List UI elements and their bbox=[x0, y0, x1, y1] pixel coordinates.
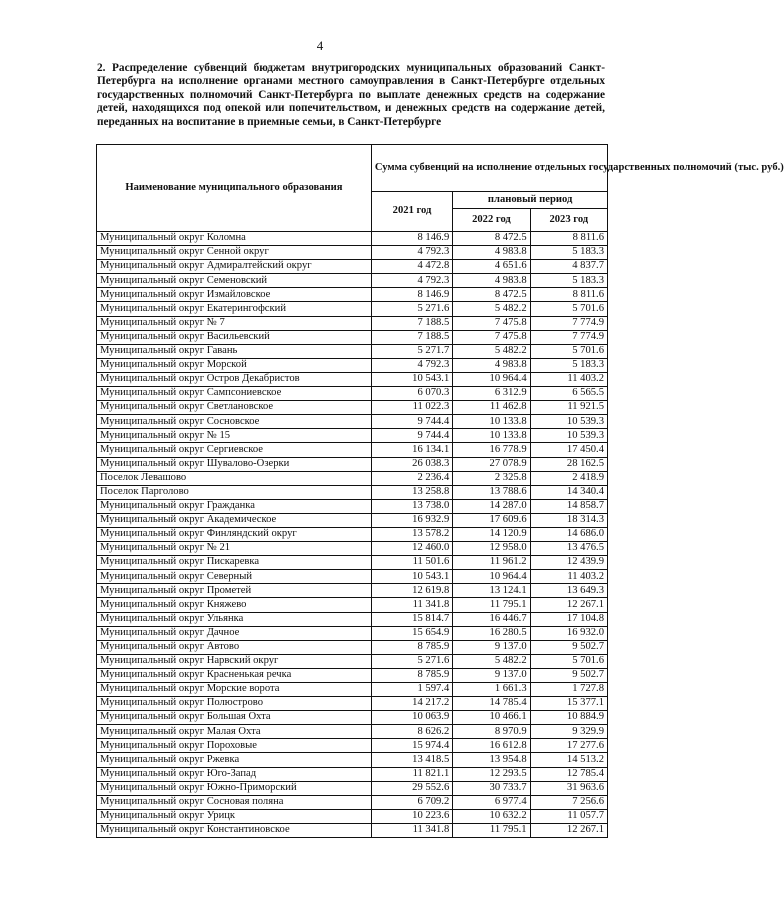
municipality-name-cell: Муниципальный округ Сосновая поляна bbox=[97, 795, 372, 809]
value-2021-cell: 1 597.4 bbox=[371, 683, 452, 697]
table-row bbox=[97, 697, 608, 711]
table-row bbox=[97, 358, 608, 372]
value-2023-cell: 9 329.9 bbox=[530, 725, 607, 739]
value-2021-cell: 15 974.4 bbox=[371, 739, 452, 753]
value-2021-cell: 5 271.6 bbox=[371, 302, 452, 316]
value-2022-cell: 4 983.8 bbox=[453, 246, 530, 260]
value-2022-cell: 17 609.6 bbox=[453, 513, 530, 527]
value-2021-cell: 11 501.6 bbox=[371, 556, 452, 570]
value-2023-cell: 16 932.0 bbox=[530, 626, 607, 640]
table-row bbox=[97, 654, 608, 668]
value-2021-cell: 15 654.9 bbox=[371, 626, 452, 640]
value-2023-cell: 12 785.4 bbox=[530, 767, 607, 781]
value-2022-cell: 27 078.9 bbox=[453, 457, 530, 471]
value-2023-cell: 12 267.1 bbox=[530, 823, 607, 837]
table-row bbox=[97, 316, 608, 330]
value-2021-cell: 10 543.1 bbox=[371, 570, 452, 584]
table-row bbox=[97, 795, 608, 809]
value-2022-cell: 10 964.4 bbox=[453, 570, 530, 584]
value-2023-cell: 7 774.9 bbox=[530, 330, 607, 344]
municipality-name-cell: Муниципальный округ Семеновский bbox=[97, 274, 372, 288]
value-2021-cell: 8 146.9 bbox=[371, 288, 452, 302]
value-2023-cell: 13 649.3 bbox=[530, 584, 607, 598]
value-2023-cell: 28 162.5 bbox=[530, 457, 607, 471]
value-2023-cell: 14 686.0 bbox=[530, 527, 607, 541]
value-2022-cell: 10 133.8 bbox=[453, 429, 530, 443]
table-row bbox=[97, 809, 608, 823]
value-2023-cell: 5 701.6 bbox=[530, 344, 607, 358]
value-2022-cell: 12 293.5 bbox=[453, 767, 530, 781]
value-2022-cell: 11 961.2 bbox=[453, 556, 530, 570]
value-2023-cell: 5 701.6 bbox=[530, 302, 607, 316]
value-2021-cell: 12 460.0 bbox=[371, 542, 452, 556]
municipality-name-cell: Муниципальный округ Екатерингофский bbox=[97, 302, 372, 316]
value-2021-cell: 13 578.2 bbox=[371, 527, 452, 541]
value-2023-cell: 12 439.9 bbox=[530, 556, 607, 570]
table-row bbox=[97, 372, 608, 386]
value-2021-cell: 10 223.6 bbox=[371, 809, 452, 823]
header-year-2022: 2022 год bbox=[453, 209, 530, 232]
value-2021-cell: 13 418.5 bbox=[371, 753, 452, 767]
municipality-name-cell: Муниципальный округ Остров Декабристов bbox=[97, 372, 372, 386]
value-2021-cell: 8 146.9 bbox=[371, 232, 452, 246]
value-2021-cell: 7 188.5 bbox=[371, 330, 452, 344]
value-2023-cell: 17 450.4 bbox=[530, 443, 607, 457]
table-row bbox=[97, 683, 608, 697]
value-2021-cell: 16 932.9 bbox=[371, 513, 452, 527]
value-2023-cell: 10 539.3 bbox=[530, 429, 607, 443]
table-row bbox=[97, 739, 608, 753]
value-2021-cell: 15 814.7 bbox=[371, 612, 452, 626]
value-2023-cell: 10 539.3 bbox=[530, 415, 607, 429]
municipality-name-cell: Муниципальный округ № 15 bbox=[97, 429, 372, 443]
municipality-name-cell: Муниципальный округ Прометей bbox=[97, 584, 372, 598]
municipality-name-cell: Муниципальный округ Финляндский округ bbox=[97, 527, 372, 541]
table-row bbox=[97, 711, 608, 725]
value-2023-cell: 14 340.4 bbox=[530, 485, 607, 499]
header-year-2021: 2021 год bbox=[371, 192, 452, 232]
table-row bbox=[97, 725, 608, 739]
value-2022-cell: 10 632.2 bbox=[453, 809, 530, 823]
table-row bbox=[97, 485, 608, 499]
table-row bbox=[97, 260, 608, 274]
table-row bbox=[97, 584, 608, 598]
value-2021-cell: 9 744.4 bbox=[371, 415, 452, 429]
municipality-name-cell: Муниципальный округ Сампсониевское bbox=[97, 387, 372, 401]
municipality-name-cell: Муниципальный округ Морские ворота bbox=[97, 683, 372, 697]
municipality-name-cell: Муниципальный округ Красненькая речка bbox=[97, 668, 372, 682]
value-2023-cell: 10 884.9 bbox=[530, 711, 607, 725]
value-2022-cell: 4 983.8 bbox=[453, 274, 530, 288]
value-2023-cell: 15 377.1 bbox=[530, 697, 607, 711]
value-2022-cell: 5 482.2 bbox=[453, 302, 530, 316]
table-row bbox=[97, 542, 608, 556]
table-row bbox=[97, 640, 608, 654]
value-2022-cell: 4 651.6 bbox=[453, 260, 530, 274]
table-row bbox=[97, 415, 608, 429]
value-2021-cell: 5 271.6 bbox=[371, 654, 452, 668]
value-2021-cell: 13 738.0 bbox=[371, 499, 452, 513]
value-2022-cell: 11 795.1 bbox=[453, 598, 530, 612]
value-2022-cell: 8 970.9 bbox=[453, 725, 530, 739]
table-row bbox=[97, 443, 608, 457]
table-row bbox=[97, 344, 608, 358]
value-2023-cell: 11 403.2 bbox=[530, 570, 607, 584]
municipality-name-cell: Муниципальный округ Сенной округ bbox=[97, 246, 372, 260]
table-body bbox=[97, 232, 608, 838]
value-2021-cell: 4 792.3 bbox=[371, 274, 452, 288]
municipality-name-cell: Муниципальный округ Ульянка bbox=[97, 612, 372, 626]
municipality-name-cell: Муниципальный округ № 7 bbox=[97, 316, 372, 330]
value-2023-cell: 5 701.6 bbox=[530, 654, 607, 668]
value-2022-cell: 12 958.0 bbox=[453, 542, 530, 556]
table-row bbox=[97, 429, 608, 443]
value-2021-cell: 6 070.3 bbox=[371, 387, 452, 401]
municipality-name-cell: Муниципальный округ Автово bbox=[97, 640, 372, 654]
municipality-name-cell: Муниципальный округ Академическое bbox=[97, 513, 372, 527]
value-2022-cell: 10 466.1 bbox=[453, 711, 530, 725]
header-year-2023: 2023 год bbox=[530, 209, 607, 232]
value-2022-cell: 6 312.9 bbox=[453, 387, 530, 401]
value-2021-cell: 9 744.4 bbox=[371, 429, 452, 443]
value-2023-cell: 11 921.5 bbox=[530, 401, 607, 415]
value-2022-cell: 16 778.9 bbox=[453, 443, 530, 457]
value-2021-cell: 11 341.8 bbox=[371, 823, 452, 837]
table-row bbox=[97, 527, 608, 541]
value-2021-cell: 4 792.3 bbox=[371, 246, 452, 260]
value-2023-cell: 5 183.3 bbox=[530, 246, 607, 260]
value-2023-cell: 8 811.6 bbox=[530, 288, 607, 302]
table-row bbox=[97, 767, 608, 781]
municipality-name-cell: Поселок Левашово bbox=[97, 471, 372, 485]
municipality-name-cell: Муниципальный округ Гражданка bbox=[97, 499, 372, 513]
table-row bbox=[97, 626, 608, 640]
value-2022-cell: 11 795.1 bbox=[453, 823, 530, 837]
table-row bbox=[97, 612, 608, 626]
value-2022-cell: 13 124.1 bbox=[453, 584, 530, 598]
subsidy-table bbox=[96, 144, 784, 838]
value-2021-cell: 5 271.7 bbox=[371, 344, 452, 358]
municipality-name-cell: Муниципальный округ Нарвский округ bbox=[97, 654, 372, 668]
value-2023-cell: 17 104.8 bbox=[530, 612, 607, 626]
value-2023-cell: 6 565.5 bbox=[530, 387, 607, 401]
table-row bbox=[97, 387, 608, 401]
value-2022-cell: 13 954.8 bbox=[453, 753, 530, 767]
municipality-name-cell: Муниципальный округ Коломна bbox=[97, 232, 372, 246]
value-2021-cell: 29 552.6 bbox=[371, 781, 452, 795]
value-2022-cell: 14 287.0 bbox=[453, 499, 530, 513]
table-row bbox=[97, 288, 608, 302]
table-row bbox=[97, 232, 608, 246]
value-2022-cell: 11 462.8 bbox=[453, 401, 530, 415]
table-row bbox=[97, 556, 608, 570]
value-2021-cell: 11 022.3 bbox=[371, 401, 452, 415]
municipality-name-cell: Муниципальный округ Малая Охта bbox=[97, 725, 372, 739]
value-2023-cell: 18 314.3 bbox=[530, 513, 607, 527]
municipality-name-cell: Муниципальный округ Морской bbox=[97, 358, 372, 372]
value-2023-cell: 31 963.6 bbox=[530, 781, 607, 795]
header-municipality-name: Наименование муниципального образования bbox=[97, 145, 372, 232]
value-2023-cell: 4 837.7 bbox=[530, 260, 607, 274]
value-2022-cell: 5 482.2 bbox=[453, 344, 530, 358]
table-row bbox=[97, 401, 608, 415]
value-2023-cell: 11 057.7 bbox=[530, 809, 607, 823]
value-2022-cell: 30 733.7 bbox=[453, 781, 530, 795]
value-2021-cell: 8 626.2 bbox=[371, 725, 452, 739]
value-2023-cell: 17 277.6 bbox=[530, 739, 607, 753]
value-2022-cell: 4 983.8 bbox=[453, 358, 530, 372]
header-planning-period: плановый период bbox=[453, 192, 608, 209]
table-row bbox=[97, 598, 608, 612]
value-2023-cell: 8 811.6 bbox=[530, 232, 607, 246]
municipality-name-cell: Муниципальный округ Ржевка bbox=[97, 753, 372, 767]
municipality-name-cell: Муниципальный округ Северный bbox=[97, 570, 372, 584]
value-2023-cell: 9 502.7 bbox=[530, 640, 607, 654]
municipality-name-cell: Муниципальный округ Адмиралтейский округ bbox=[97, 260, 372, 274]
value-2023-cell: 14 858.7 bbox=[530, 499, 607, 513]
value-2022-cell: 6 977.4 bbox=[453, 795, 530, 809]
municipality-name-cell: Муниципальный округ Пороховые bbox=[97, 739, 372, 753]
header-subsidy-sum: Сумма субвенций на исполнение отдельных государственных полномочий (тыс. руб.) bbox=[371, 145, 607, 192]
table-row bbox=[97, 246, 608, 260]
municipality-name-cell: Муниципальный округ Светлановское bbox=[97, 401, 372, 415]
value-2021-cell: 11 821.1 bbox=[371, 767, 452, 781]
table-row bbox=[97, 570, 608, 584]
municipality-name-cell: Муниципальный округ Васильевский bbox=[97, 330, 372, 344]
value-2021-cell: 10 063.9 bbox=[371, 711, 452, 725]
municipality-name-cell: Муниципальный округ Урицк bbox=[97, 809, 372, 823]
value-2021-cell: 12 619.8 bbox=[371, 584, 452, 598]
value-2023-cell: 1 727.8 bbox=[530, 683, 607, 697]
municipality-name-cell: Муниципальный округ Пискаревка bbox=[97, 556, 372, 570]
municipality-name-cell: Муниципальный округ № 21 bbox=[97, 542, 372, 556]
value-2021-cell: 11 341.8 bbox=[371, 598, 452, 612]
value-2022-cell: 9 137.0 bbox=[453, 640, 530, 654]
value-2021-cell: 8 785.9 bbox=[371, 668, 452, 682]
value-2022-cell: 16 280.5 bbox=[453, 626, 530, 640]
value-2021-cell: 4 792.3 bbox=[371, 358, 452, 372]
value-2021-cell: 2 236.4 bbox=[371, 471, 452, 485]
municipality-name-cell: Муниципальный округ Большая Охта bbox=[97, 711, 372, 725]
value-2022-cell: 16 446.7 bbox=[453, 612, 530, 626]
value-2022-cell: 2 325.8 bbox=[453, 471, 530, 485]
value-2022-cell: 9 137.0 bbox=[453, 668, 530, 682]
value-2022-cell: 5 482.2 bbox=[453, 654, 530, 668]
value-2021-cell: 16 134.1 bbox=[371, 443, 452, 457]
value-2023-cell: 11 403.2 bbox=[530, 372, 607, 386]
value-2022-cell: 13 788.6 bbox=[453, 485, 530, 499]
value-2023-cell: 13 476.5 bbox=[530, 542, 607, 556]
table-row bbox=[97, 499, 608, 513]
table-row bbox=[97, 330, 608, 344]
table-row bbox=[97, 781, 608, 795]
value-2022-cell: 14 120.9 bbox=[453, 527, 530, 541]
page-number: 4 bbox=[316, 38, 324, 53]
value-2023-cell: 2 418.9 bbox=[530, 471, 607, 485]
table-row bbox=[97, 668, 608, 682]
value-2021-cell: 14 217.2 bbox=[371, 697, 452, 711]
value-2023-cell: 12 267.1 bbox=[530, 598, 607, 612]
value-2023-cell: 14 513.2 bbox=[530, 753, 607, 767]
value-2022-cell: 14 785.4 bbox=[453, 697, 530, 711]
value-2022-cell: 16 612.8 bbox=[453, 739, 530, 753]
municipality-name-cell: Муниципальный округ Сосновское bbox=[97, 415, 372, 429]
value-2021-cell: 8 785.9 bbox=[371, 640, 452, 654]
value-2021-cell: 10 543.1 bbox=[371, 372, 452, 386]
value-2022-cell: 7 475.8 bbox=[453, 330, 530, 344]
value-2022-cell: 1 661.3 bbox=[453, 683, 530, 697]
municipality-name-cell: Муниципальный округ Константиновское bbox=[97, 823, 372, 837]
value-2023-cell: 5 183.3 bbox=[530, 274, 607, 288]
section-heading: 2. Распределение субвенций бюджетам внутригородских муниципальных образований Санкт-Петербурга на исполнение органами местного самоуправления в Санкт-Петербурге отдельных государственных полномочий Санкт-Петербурга по выплате денежных средств на содержание детей, находящихся под опекой или попечительством, и денежных средств на содержание детей, переданных на воспитание в приемные семьи, в Санкт-Петербурге bbox=[97, 62, 605, 128]
municipality-name-cell: Муниципальный округ Сергиевское bbox=[97, 443, 372, 457]
municipality-name-cell: Муниципальный округ Дачное bbox=[97, 626, 372, 640]
municipality-name-cell: Муниципальный округ Княжево bbox=[97, 598, 372, 612]
municipality-name-cell: Муниципальный округ Гавань bbox=[97, 344, 372, 358]
table-row bbox=[97, 457, 608, 471]
municipality-name-cell: Муниципальный округ Измайловское bbox=[97, 288, 372, 302]
value-2021-cell: 7 188.5 bbox=[371, 316, 452, 330]
value-2022-cell: 8 472.5 bbox=[453, 288, 530, 302]
value-2022-cell: 10 133.8 bbox=[453, 415, 530, 429]
value-2021-cell: 13 258.8 bbox=[371, 485, 452, 499]
table-row bbox=[97, 753, 608, 767]
value-2021-cell: 26 038.3 bbox=[371, 457, 452, 471]
table-row bbox=[97, 302, 608, 316]
value-2021-cell: 4 472.8 bbox=[371, 260, 452, 274]
value-2022-cell: 8 472.5 bbox=[453, 232, 530, 246]
value-2023-cell: 5 183.3 bbox=[530, 358, 607, 372]
value-2023-cell: 7 256.6 bbox=[530, 795, 607, 809]
table-row bbox=[97, 513, 608, 527]
value-2022-cell: 10 964.4 bbox=[453, 372, 530, 386]
municipality-name-cell: Муниципальный округ Южно-Приморский bbox=[97, 781, 372, 795]
value-2023-cell: 7 774.9 bbox=[530, 316, 607, 330]
value-2021-cell: 6 709.2 bbox=[371, 795, 452, 809]
value-2023-cell: 9 502.7 bbox=[530, 668, 607, 682]
municipality-name-cell: Муниципальный округ Юго-Запад bbox=[97, 767, 372, 781]
municipality-name-cell: Муниципальный округ Шувалово-Озерки bbox=[97, 457, 372, 471]
municipality-name-cell: Поселок Парголово bbox=[97, 485, 372, 499]
municipality-name-cell: Муниципальный округ Полюстрово bbox=[97, 697, 372, 711]
table-row bbox=[97, 274, 608, 288]
table-row bbox=[97, 471, 608, 485]
value-2022-cell: 7 475.8 bbox=[453, 316, 530, 330]
table-row bbox=[97, 823, 608, 837]
